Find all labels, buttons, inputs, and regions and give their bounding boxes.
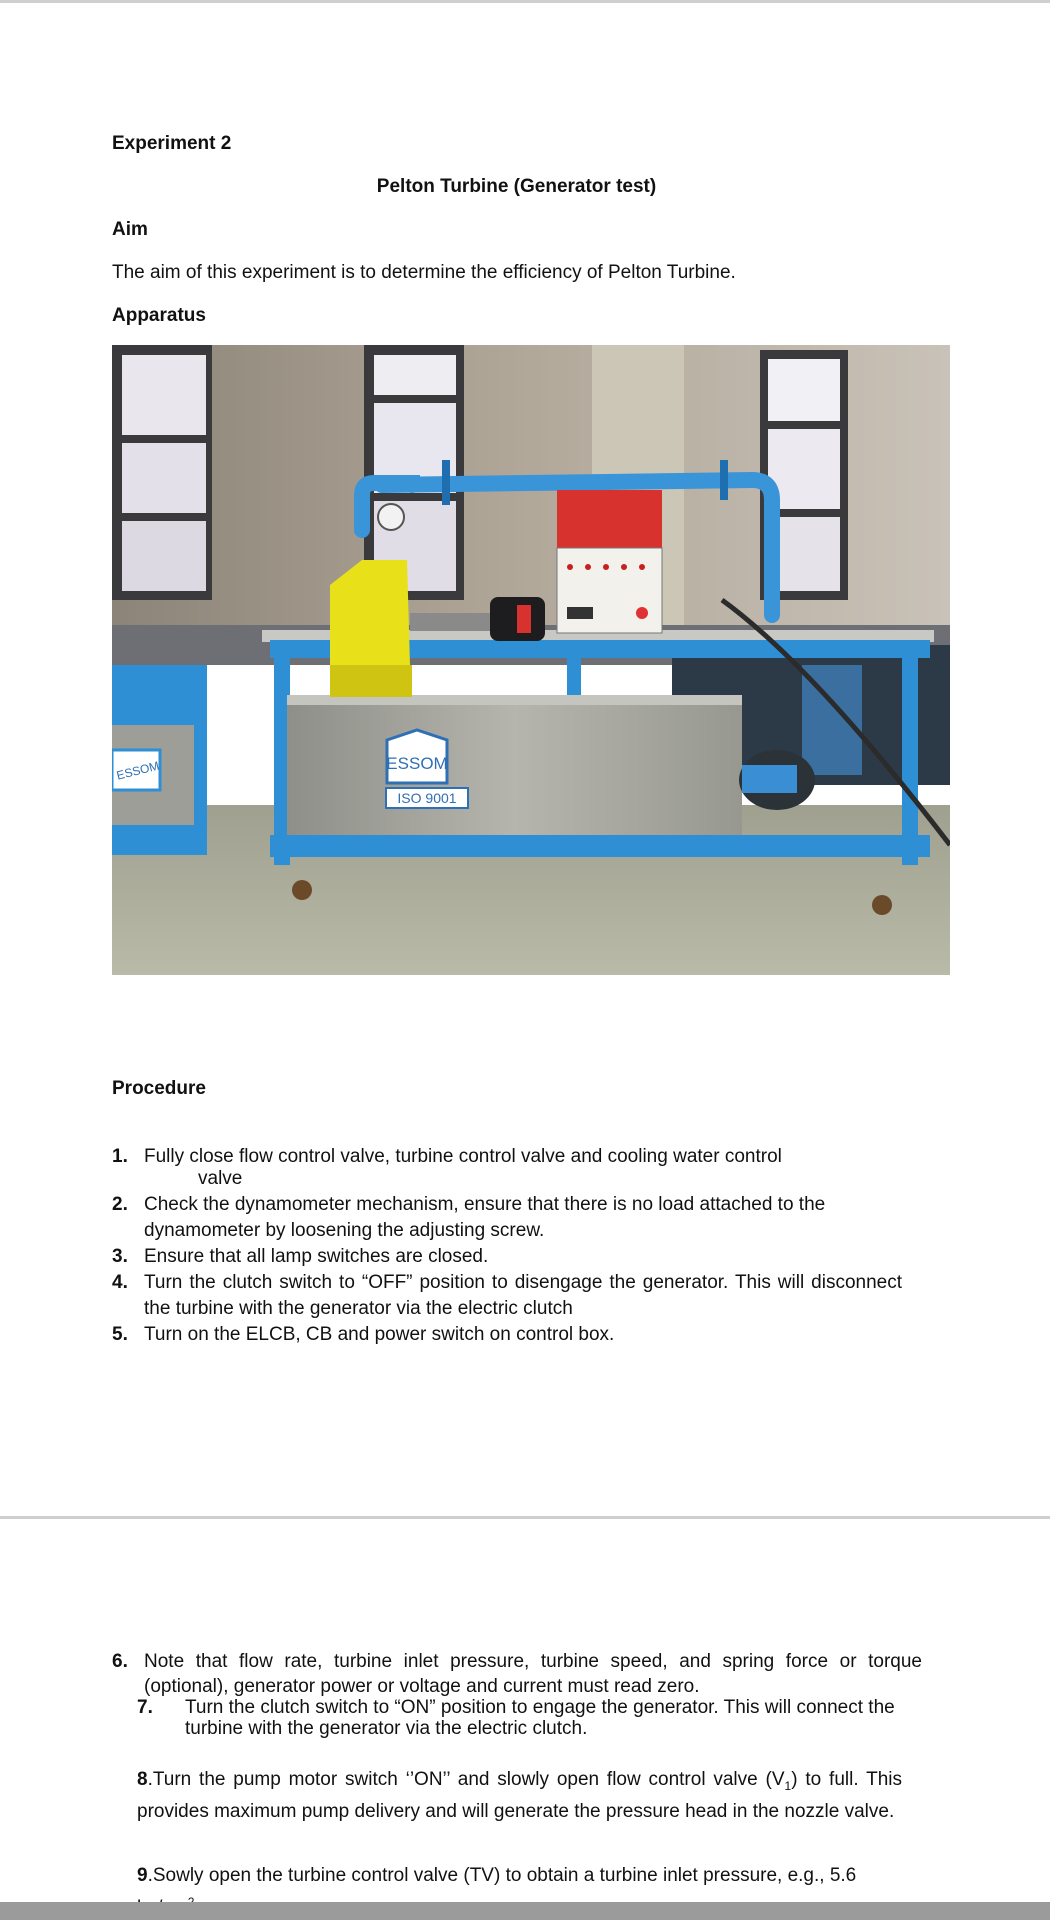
step-number: 1. xyxy=(112,1146,128,1167)
step-number: 8 xyxy=(137,1769,148,1790)
step-number: 6. xyxy=(112,1651,128,1672)
subscript: 1 xyxy=(784,1778,792,1793)
aim-heading: Aim xyxy=(112,219,148,240)
left-side-unit xyxy=(112,665,207,855)
procedure-step-4 xyxy=(112,1270,902,1322)
window-left xyxy=(112,345,212,600)
control-box xyxy=(557,490,662,633)
step-number: 7. xyxy=(137,1697,153,1718)
step-number: 2. xyxy=(112,1194,128,1215)
procedure-step-5 xyxy=(112,1322,902,1348)
turbine-housing xyxy=(330,560,412,697)
step-text: Turn the clutch switch to “ON” position to engage the generator. This will connect the turbine with the generator via the electric clutch. xyxy=(185,1697,895,1739)
step-number: 4. xyxy=(112,1272,128,1293)
procedure-list xyxy=(112,1144,902,1348)
procedure-step-2 xyxy=(112,1192,902,1244)
procedure-step-3 xyxy=(112,1244,902,1270)
water-tank xyxy=(287,700,742,835)
essom-brand-text: ESSOM xyxy=(386,754,448,773)
step-text: Turn the clutch switch to “OFF” position to disengage the generator. This will disconnect the turbine with the generator via the electric clutch xyxy=(144,1272,902,1319)
step-text: Turn on the ELCB, CB and power switch on control box. xyxy=(144,1324,615,1345)
step-text-continuation: valve xyxy=(198,1168,243,1189)
step-text: Fully close flow control valve, turbine control valve and cooling water control xyxy=(144,1146,782,1167)
pump xyxy=(739,750,815,810)
page-break xyxy=(0,1516,1050,1519)
step-text: Ensure that all lamp switches are closed. xyxy=(144,1246,489,1267)
step-text: .Sowly open the turbine control valve (TV) to obtain a turbine inlet pressure, e.g., 5.6 xyxy=(147,1865,857,1886)
procedure-step-1 xyxy=(112,1144,902,1188)
step-text-cont: ) to full. This provides maximum pump delivery and will generate the pressure head in the nozzle valve. xyxy=(137,1769,902,1822)
experiment-label: Experiment 2 xyxy=(112,133,232,154)
procedure-step-7 xyxy=(137,1697,902,1739)
apparatus-heading: Apparatus xyxy=(112,305,206,326)
step-number: 3. xyxy=(112,1246,128,1267)
bottom-edge xyxy=(0,1902,1050,1920)
step-text: Check the dynamometer mechanism, ensure that there is no load attached to the dynamometer by loosening the adjusting screw. xyxy=(144,1194,826,1241)
iso-cert-text: ISO 9001 xyxy=(397,790,457,806)
step-text: .Turn the pump motor switch ‘’ON’’ and slowly open flow control valve (V xyxy=(147,1769,785,1790)
svg-text:ESSOM: ESSOM xyxy=(115,758,161,783)
step-number: 9 xyxy=(137,1865,148,1886)
page-title: Pelton Turbine (Generator test) xyxy=(376,176,657,197)
page-top-border xyxy=(0,0,1050,3)
step-text: Note that flow rate, turbine inlet pressure, turbine speed, and spring force or torque (optional), generator power or voltage and current must read zero. xyxy=(144,1651,922,1697)
procedure-heading: Procedure xyxy=(112,1078,206,1099)
pressure-gauge-icon xyxy=(378,504,404,530)
apparatus-photo xyxy=(112,345,950,975)
step-number: 5. xyxy=(112,1324,128,1345)
aim-text: The aim of this experiment is to determine the efficiency of Pelton Turbine. xyxy=(112,262,736,283)
procedure-step-6 xyxy=(112,1649,922,1699)
procedure-step-8 xyxy=(137,1767,902,1825)
